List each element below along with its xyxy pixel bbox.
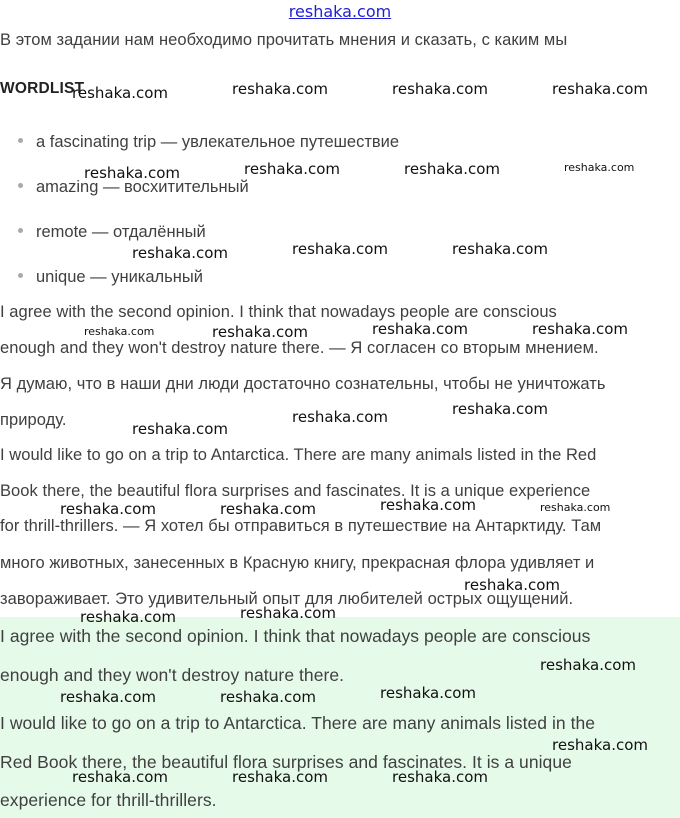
watermark: reshaka.com xyxy=(232,80,328,98)
watermark: reshaka.com xyxy=(540,656,636,674)
watermark: reshaka.com xyxy=(464,576,560,594)
watermark: reshaka.com xyxy=(292,240,388,258)
wordlist-heading: WORDLIST xyxy=(0,80,85,97)
watermark: reshaka.com xyxy=(132,420,228,438)
watermark: reshaka.com xyxy=(72,768,168,786)
answer-line: Red Book there, the beautiful flora surprises and fascinates. It is a unique xyxy=(0,752,572,772)
paragraph-line: много животных, занесенных в Красную книгу, прекрасная флора удивляет и xyxy=(0,554,595,572)
watermark: reshaka.com xyxy=(132,244,228,262)
bullet-icon xyxy=(18,183,23,188)
watermark: reshaka.com xyxy=(232,768,328,786)
paragraph-line: завораживает. Это удивительный опыт для любителей острых ощущений. xyxy=(0,590,574,608)
bullet-icon xyxy=(18,273,23,278)
bullet-icon xyxy=(18,228,23,233)
watermark: reshaka.com xyxy=(392,80,488,98)
watermark: reshaka.com xyxy=(452,400,548,418)
watermark: reshaka.com xyxy=(380,496,476,514)
watermark: reshaka.com xyxy=(552,736,648,754)
wordlist-item: a fascinating trip — увлекательное путешествие xyxy=(18,133,399,152)
wordlist-item: amazing — восхитительный xyxy=(18,178,249,197)
watermark: reshaka.com xyxy=(212,323,308,341)
watermark: reshaka.com xyxy=(240,604,336,622)
watermark: reshaka.com xyxy=(60,500,156,518)
watermark: reshaka.com xyxy=(532,320,628,338)
watermark: reshaka.com xyxy=(72,84,168,102)
paragraph-line: I would like to go on a trip to Antarctica. There are many animals listed in the Red xyxy=(0,446,597,464)
watermark: reshaka.com xyxy=(564,161,635,174)
intro-text: В этом задании нам необходимо прочитать мнения и сказать, с каким мы xyxy=(0,31,568,49)
watermark: reshaka.com xyxy=(220,688,316,706)
watermark: reshaka.com xyxy=(80,608,176,626)
watermark: reshaka.com xyxy=(84,325,155,338)
answer-line: I agree with the second opinion. I think that nowadays people are conscious xyxy=(0,626,591,646)
answer-line: enough and they won't destroy nature there. xyxy=(0,665,345,685)
paragraph-line: for thrill-thrillers. — Я хотел бы отправиться в путешествие на Антарктиду. Там xyxy=(0,517,602,535)
answer-line: I would like to go on a trip to Antarctica. There are many animals listed in the xyxy=(0,713,596,733)
watermark: reshaka.com xyxy=(244,160,340,178)
site-header-link[interactable]: reshaka.com xyxy=(288,2,392,21)
watermark: reshaka.com xyxy=(60,688,156,706)
wordlist-item: unique — уникальный xyxy=(18,268,203,287)
wordlist-item: remote — отдалённый xyxy=(18,223,206,242)
watermark: reshaka.com xyxy=(380,684,476,702)
watermark: reshaka.com xyxy=(540,501,611,514)
watermark: reshaka.com xyxy=(404,160,500,178)
paragraph-line: I agree with the second opinion. I think that nowadays people are conscious xyxy=(0,303,557,321)
answer-line: experience for thrill-thrillers. xyxy=(0,790,217,810)
watermark: reshaka.com xyxy=(372,320,468,338)
watermark: reshaka.com xyxy=(220,500,316,518)
watermark: reshaka.com xyxy=(552,80,648,98)
watermark: reshaka.com xyxy=(84,164,180,182)
paragraph-line: природу. xyxy=(0,411,67,429)
watermark: reshaka.com xyxy=(452,240,548,258)
paragraph-line: Я думаю, что в наши дни люди достаточно сознательны, чтобы не уничтожать xyxy=(0,375,606,393)
paragraph-line: Book there, the beautiful flora surprises and fascinates. It is a unique experience xyxy=(0,482,591,500)
watermark: reshaka.com xyxy=(392,768,488,786)
paragraph-line: enough and they won't destroy nature there. — Я согласен со вторым мнением. xyxy=(0,339,599,357)
watermark: reshaka.com xyxy=(292,408,388,426)
bullet-icon xyxy=(18,138,23,143)
